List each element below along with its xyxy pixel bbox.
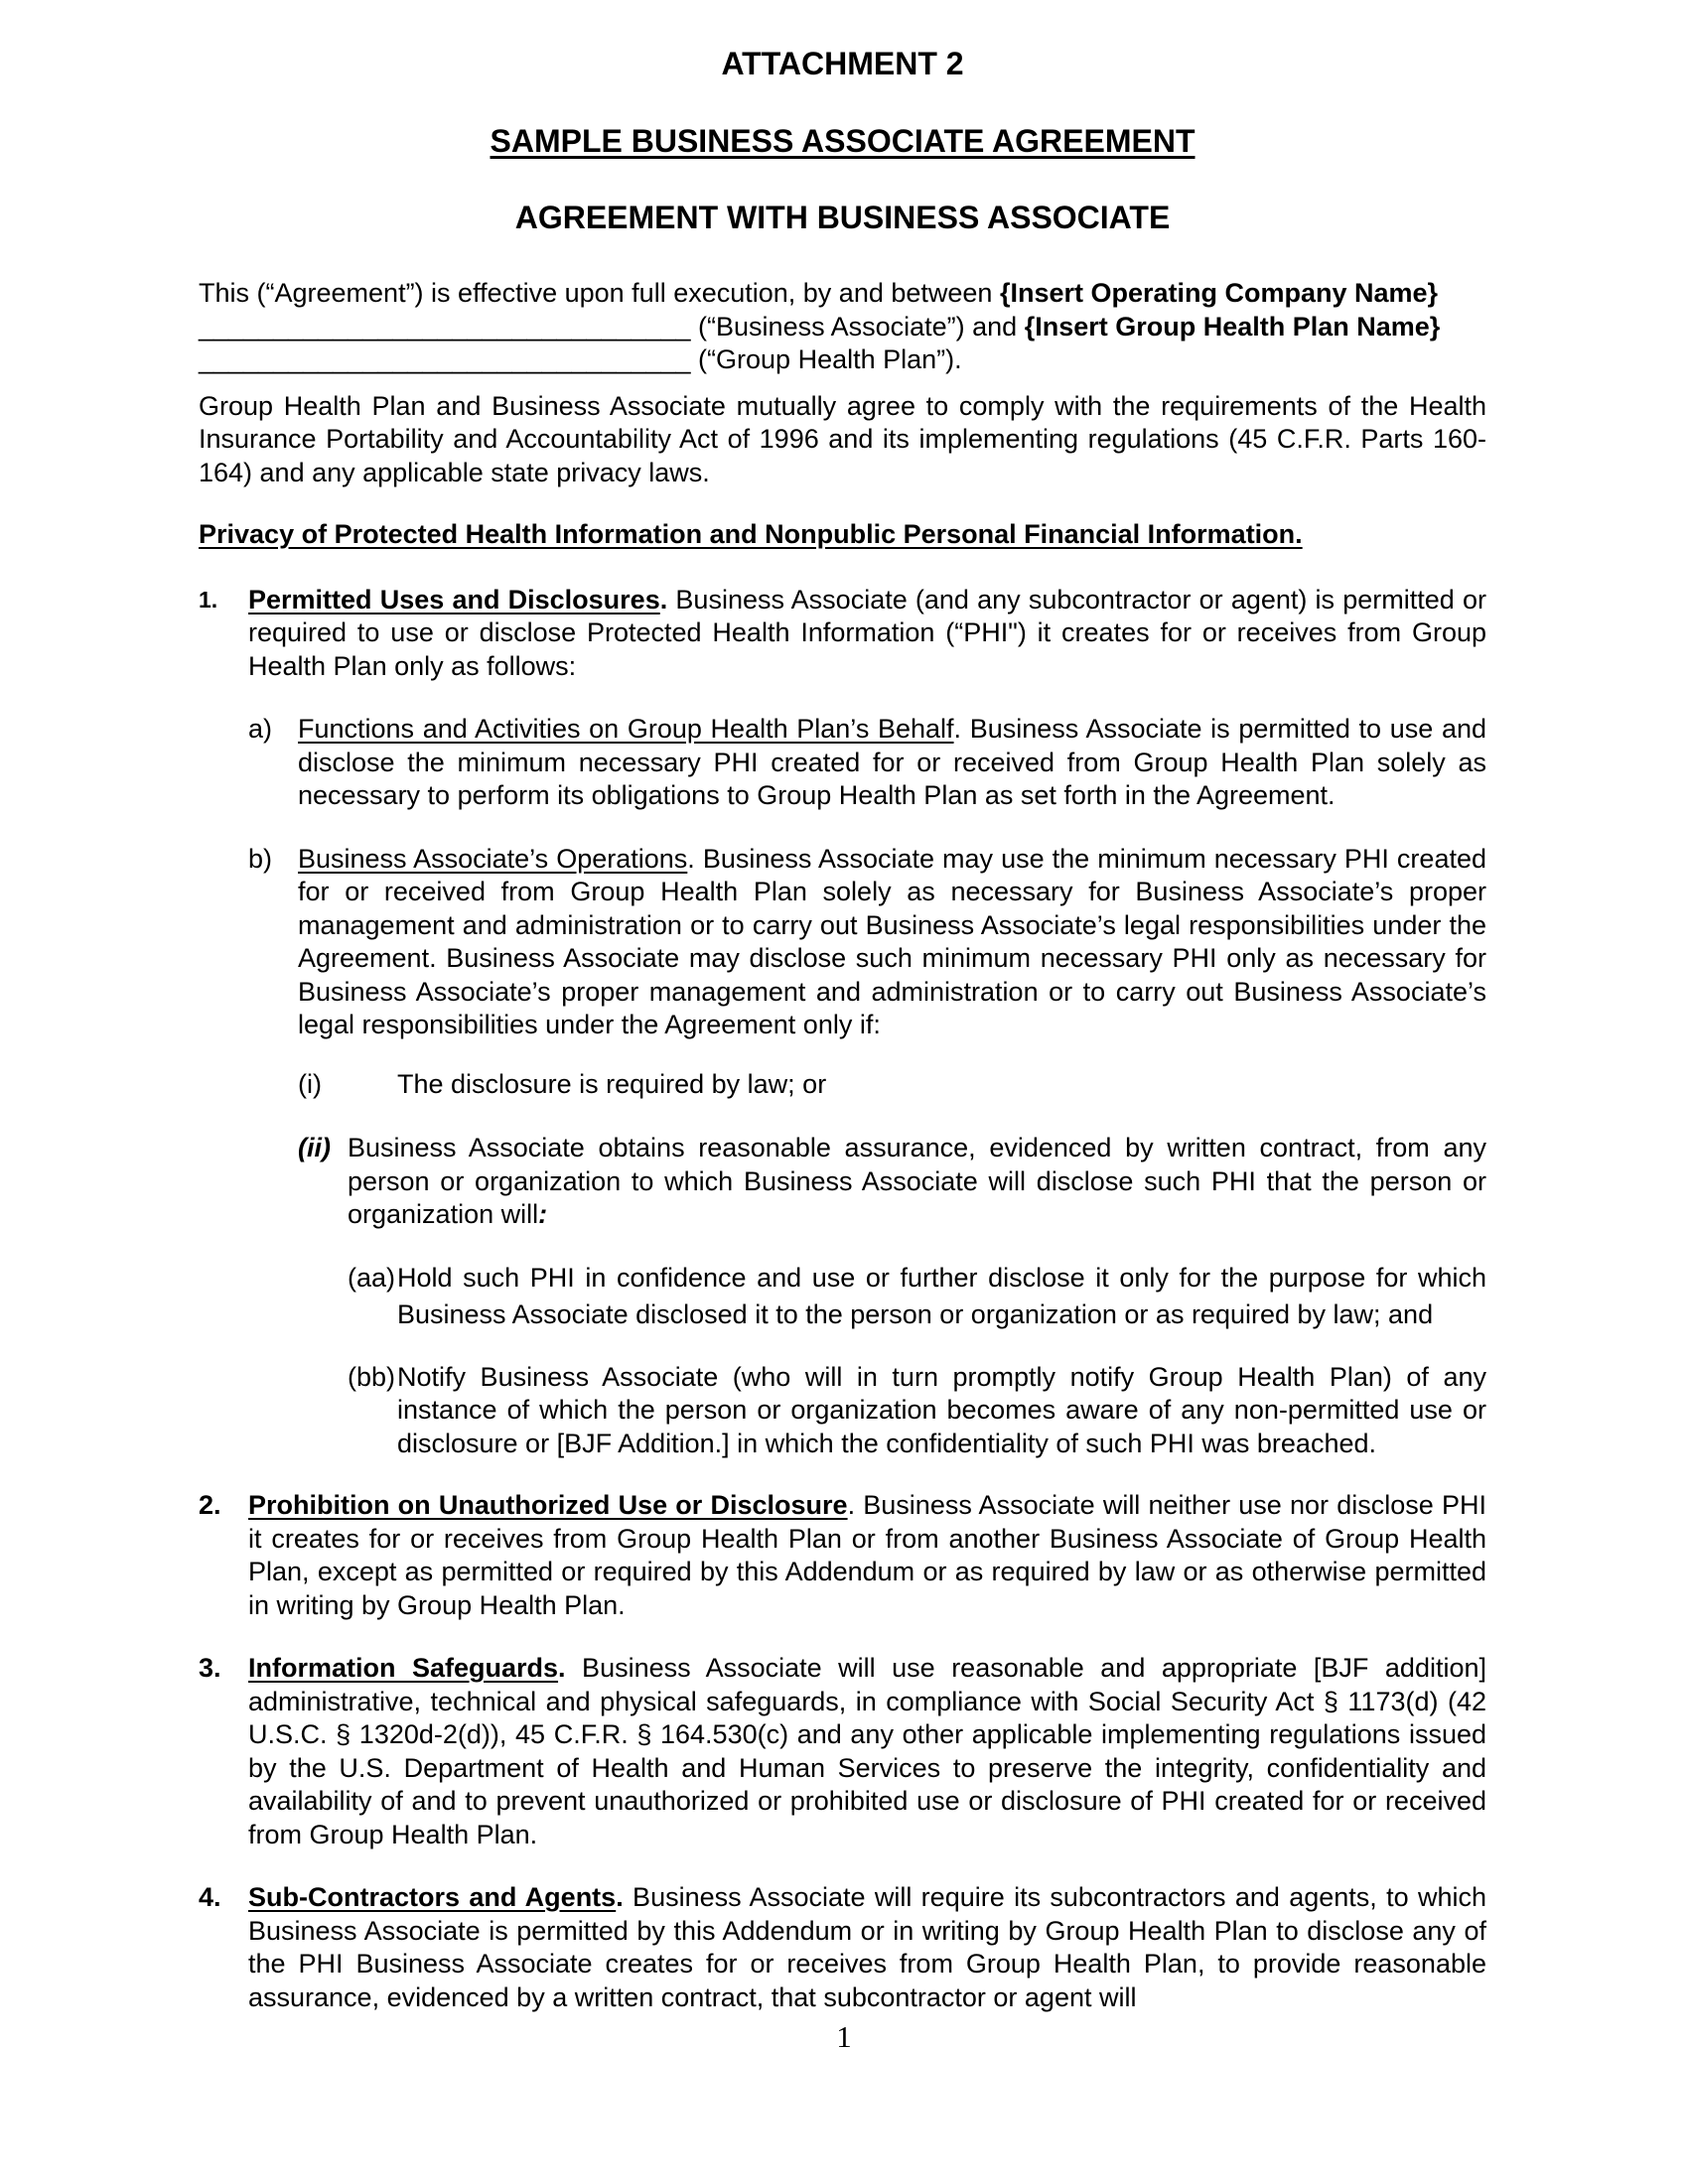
section-1b-ii-text: Business Associate obtains reasonable assurance, evidenced by written contract, from any person or organization to which Business Associate will disclose such PHI that the person or organization will	[348, 1133, 1486, 1229]
section-1a-text: . Business Associate is permitted to use and disclose the minimum necessary PHI created for or received from Group Health Plan solely as necessary to perform its obligations to Group Health Plan as set forth in the Agreement.	[298, 714, 1486, 810]
section-1b-ii-label: (ii)	[298, 1133, 331, 1162]
section-1-number: 1.	[199, 586, 218, 613]
sample-agreement-title: SAMPLE BUSINESS ASSOCIATE AGREEMENT	[490, 123, 1196, 159]
section-1b-ii-colon: :	[538, 1199, 548, 1229]
operating-company-blank: _________________________________	[199, 311, 691, 341]
section-3-title-period: .	[558, 1653, 566, 1683]
attachment-heading: ATTACHMENT 2	[721, 46, 964, 81]
section-4	[199, 1881, 1486, 2014]
section-3-number: 3.	[199, 1653, 221, 1683]
section-1b	[199, 843, 1486, 1042]
intro-lead: This (“Agreement”) is effective upon full execution, by and between	[199, 278, 1000, 308]
section-2-title: Prohibition on Unauthorized Use or Disclosure	[248, 1490, 848, 1520]
section-1b-i-label: (i)	[298, 1068, 322, 1099]
section-1b-label: b)	[248, 843, 273, 874]
section-1b-ii-bb-label: (bb)	[348, 1361, 396, 1392]
section-1b-ii-aa-text: Hold such PHI in confidence and use or further disclose it only for the purpose for which Business Associate disclosed it to the person or organization or as required by law; and	[397, 1262, 1486, 1329]
section-1b-ii-aa-label: (aa)	[348, 1262, 396, 1293]
group-health-plan-text: (“Group Health Plan”).	[690, 344, 962, 374]
business-associate-text: (“Business Associate”) and	[690, 311, 1025, 341]
section-1b-title: Business Associate’s Operations	[298, 843, 688, 874]
section-1b-ii-aa	[199, 1260, 1486, 1333]
section-1-text: Business Associate (and any subcontractor or agent) is permitted or required to use or disclose Protected Health Information (“PHI") it creates for or receives from Group Health Plan only as follows:	[248, 584, 1486, 681]
section-1a-title: Functions and Activities on Group Health Plan’s Behalf	[298, 714, 954, 744]
section-3-text: Business Associate will use reasonable and appropriate [BJF addition] administrative, technical and physical safeguards, in compliance with Social Security Act § 1173(d) (42 U.S.C. § 1320d-2(d)), 45 C.F.R. § 164.530(c) and any other applicable implementing regulations issued by the U.S. Department of Health and Human Services to preserve the integrity, confidentiality and availability of and to prevent unauthorized or prohibited use or disclosure of PHI created for or received from Group Health Plan.	[248, 1653, 1486, 1849]
group-health-plan-blank: _________________________________	[199, 344, 691, 374]
section-1b-ii-bb	[199, 1361, 1486, 1461]
section-3	[199, 1652, 1486, 1851]
section-1b-i-text: The disclosure is required by law; or	[397, 1068, 827, 1099]
page-number: 1	[836, 2019, 852, 2054]
section-1b-text: . Business Associate may use the minimum necessary PHI created for or received from Group Health Plan solely as necessary for Business Associate’s proper management and administration or to carry out Business Associate’s legal responsibilities under the Agreement. Business Associate may disclose such minimum necessary PHI only as necessary for Business Associate’s proper management and administration or to carry out Business Associate’s legal responsibilities under the Agreement only if:	[298, 843, 1486, 1039]
section-4-title: Sub-Contractors and Agents	[248, 1882, 617, 1912]
section-1b-ii	[199, 1132, 1486, 1232]
section-1b-i	[199, 1068, 1486, 1102]
operating-company-placeholder: {Insert Operating Company Name}	[999, 278, 1439, 308]
section-2-text: . Business Associate will neither use nor disclose PHI it creates for or receives from Group Health Plan or from another Business Associate of Group Health Plan, except as permitted or required by this Addendum or as required by law or as otherwise permitted in writing by Group Health Plan.	[248, 1490, 1486, 1620]
section-1	[199, 584, 1486, 684]
document-body	[199, 44, 1486, 2014]
privacy-heading: Privacy of Protected Health Information and Nonpublic Personal Financial Information.	[199, 519, 1303, 549]
section-1-title-period: .	[659, 584, 668, 614]
section-4-text: Business Associate will require its subcontractors and agents, to which Business Associate is permitted by this Addendum or in writing by Group Health Plan to disclose any of the PHI Business Associate creates for or receives from Group Health Plan, to provide reasonable assurance, evidenced by a written contract, that subcontractor or agent will	[248, 1882, 1486, 2012]
compliance-paragraph: Group Health Plan and Business Associate mutually agree to comply with the requirements of the Health Insurance Portability and Accountability Act of 1996 and its implementing regulations (45 C.F.R. Parts 160-164) and any applicable state privacy laws.	[199, 390, 1486, 487]
section-1a-label: a)	[248, 714, 273, 744]
section-1a	[199, 713, 1486, 813]
group-health-plan-placeholder: {Insert Group Health Plan Name}	[1024, 311, 1441, 341]
intro-paragraph	[199, 277, 1486, 377]
section-1-title: Permitted Uses and Disclosures	[248, 584, 660, 614]
section-4-title-period: .	[616, 1882, 624, 1912]
agreement-title: AGREEMENT WITH BUSINESS ASSOCIATE	[514, 200, 1171, 235]
section-1b-ii-bb-text: Notify Business Associate (who will in turn promptly notify Group Health Plan) of any instance of which the person or organization becomes aware of any non-permitted use or disclosure or [BJF Addition.] in which the confidentiality of such PHI was breached.	[397, 1361, 1486, 1458]
section-2	[199, 1489, 1486, 1622]
section-4-number: 4.	[199, 1882, 221, 1912]
section-3-title: Information Safeguards	[248, 1653, 559, 1683]
section-2-number: 2.	[199, 1490, 221, 1520]
